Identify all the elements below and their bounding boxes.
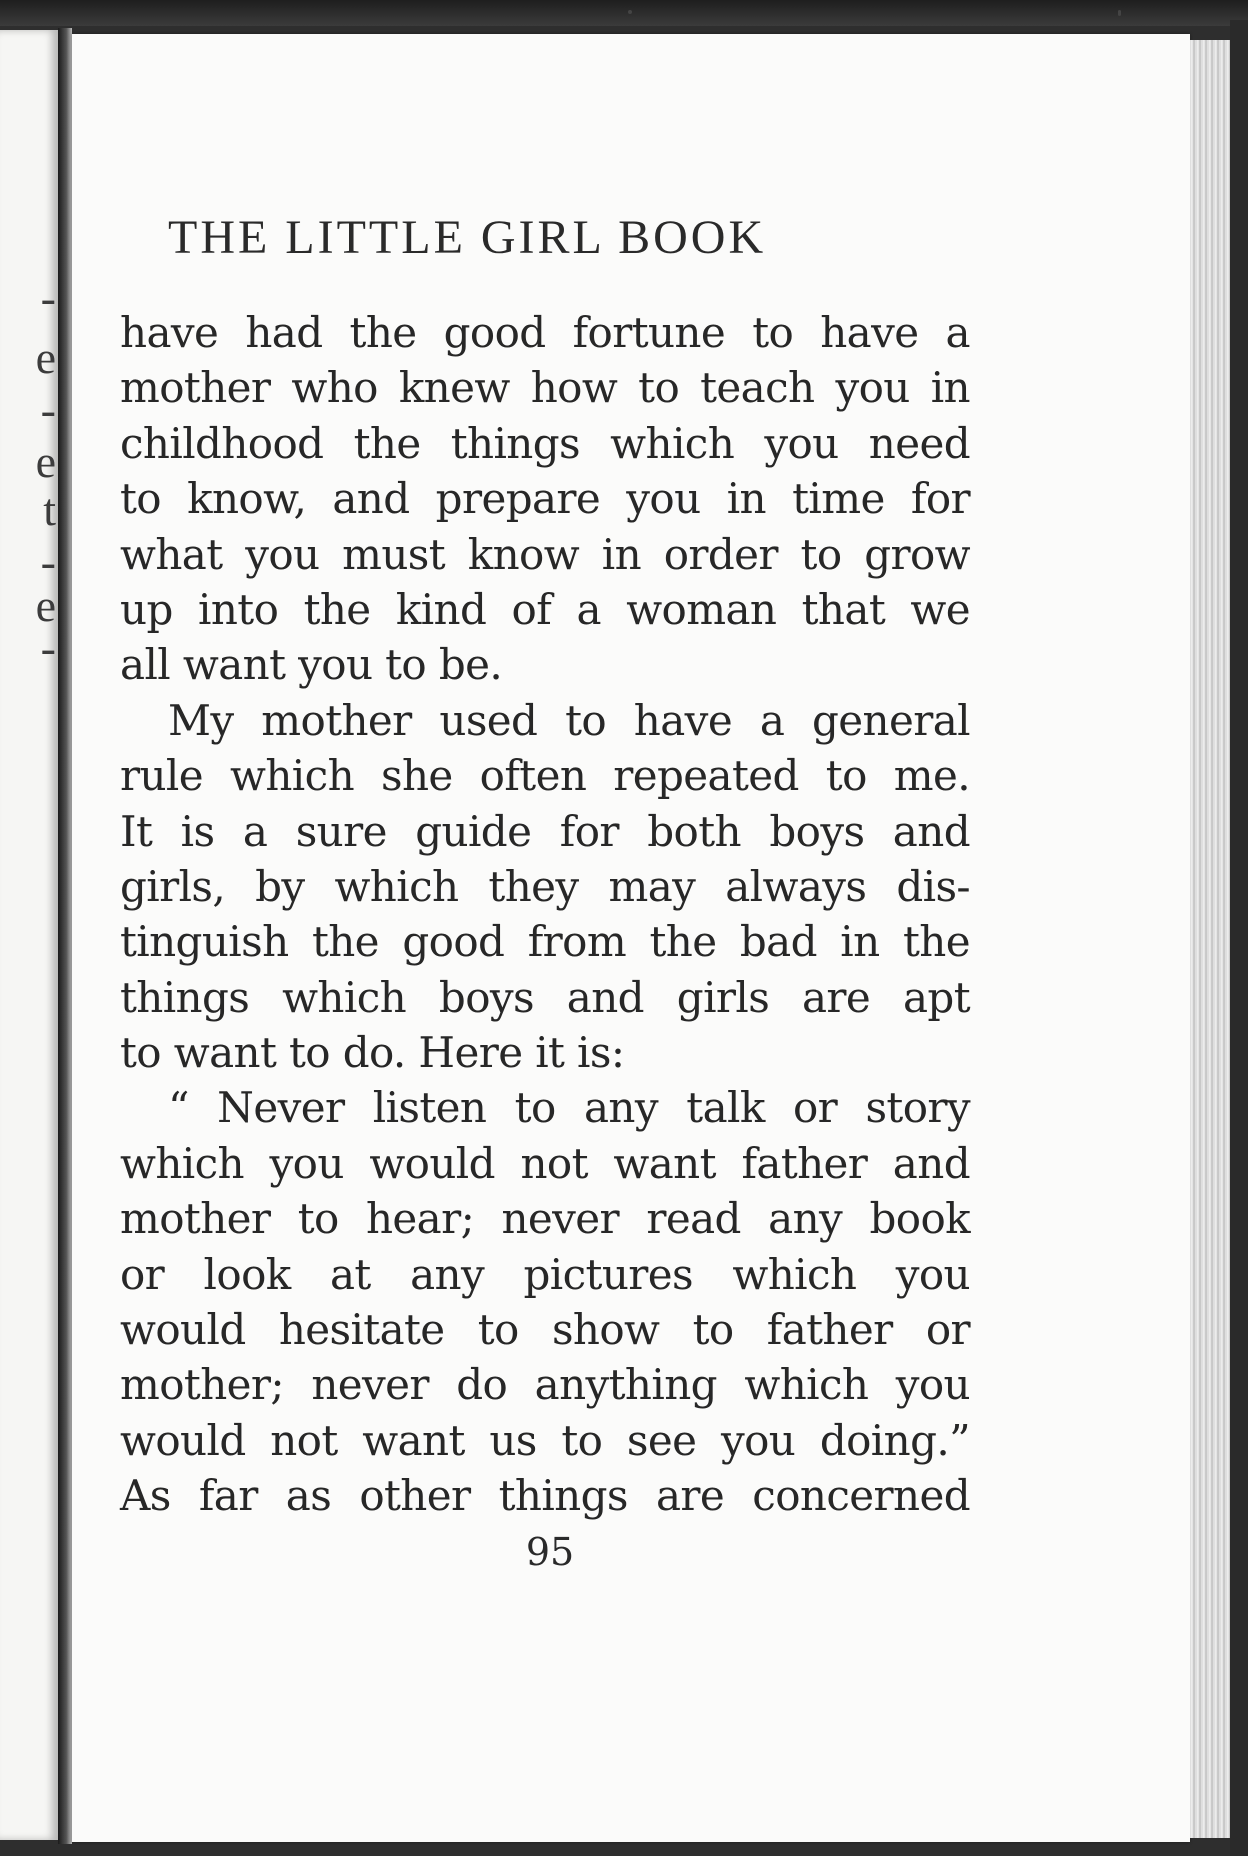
previous-page-text-fragment: - xyxy=(40,536,56,587)
page-number: 95 xyxy=(525,1530,575,1574)
text-line: would hesitate to show to father or xyxy=(120,1305,970,1355)
text-line: mother; never do anything which you xyxy=(120,1360,970,1410)
text-line: to want to do. Here it is: xyxy=(120,1028,625,1078)
previous-page-text-fragment: t xyxy=(43,484,56,535)
previous-page-text-fragment: - xyxy=(40,384,56,435)
text-line: all want you to be. xyxy=(120,640,503,690)
previous-page-text-fragment: e xyxy=(35,580,56,631)
text-line: rule which she often repeated to me. xyxy=(120,751,970,801)
text-line: have had the good fortune to have a xyxy=(120,308,970,357)
text-line: which you would not want father and xyxy=(120,1138,970,1188)
text-line: As far as other things are concerned xyxy=(120,1471,970,1521)
previous-page-edge xyxy=(0,30,58,1840)
text-line: childhood the things which you need xyxy=(120,418,970,468)
book-gutter xyxy=(58,28,72,1844)
text-line: would not want us to see you doing.” xyxy=(120,1415,970,1465)
running-head: THE LITTLE GIRL BOOK xyxy=(168,211,767,264)
text-line: or look at any pictures which you xyxy=(120,1249,970,1299)
body-text xyxy=(120,305,970,1524)
text-line: mother who knew how to teach you in xyxy=(120,363,970,413)
text-line: mother to hear; never read any book xyxy=(120,1194,970,1244)
scan-top-edge xyxy=(0,0,1248,26)
ink-speck xyxy=(628,10,632,14)
text-line: tinguish the good from the bad in the xyxy=(120,917,970,967)
text-line: to know, and prepare you in time for xyxy=(120,474,970,524)
page-stack-edges xyxy=(1190,40,1230,1838)
text-line: up into the kind of a woman that we xyxy=(120,584,970,634)
text-line: My mother used to have a general xyxy=(168,695,970,745)
text-line: what you must know in order to grow xyxy=(120,529,970,579)
ink-speck xyxy=(1118,10,1121,16)
book-cover-edge xyxy=(1230,20,1248,1856)
text-line: things which boys and girls are apt xyxy=(120,972,970,1022)
text-line: girls, by which they may always dis- xyxy=(120,861,970,911)
text-line: “ Never listen to any talk or story xyxy=(168,1083,970,1133)
previous-page-text-fragment: - xyxy=(40,622,56,673)
text-line: It is a sure guide for both boys and xyxy=(120,806,970,856)
previous-page-text-fragment: - xyxy=(40,272,56,323)
previous-page-text-fragment: e xyxy=(35,436,56,487)
previous-page-text-fragment: e xyxy=(35,332,56,383)
